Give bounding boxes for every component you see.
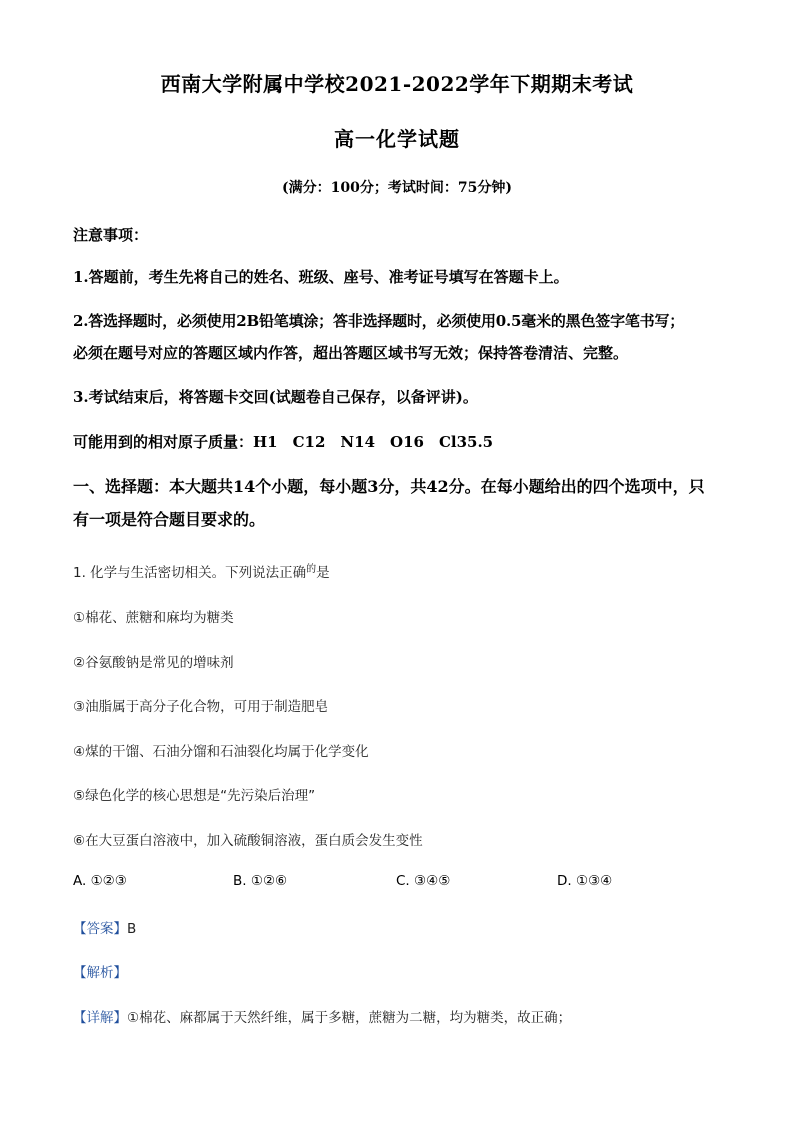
answer-line [73,917,136,937]
statement-1: ①棉花、蔗糖和麻均为糖类 [73,610,234,626]
notice-heading: 注意事项： [73,226,149,244]
question-1-stem-before: 1. 化学与生活密切相关。下列说法正确 [73,565,307,581]
analysis-tag: 【解析】 [73,965,127,981]
score-info: (满分：100分；考试时间：75分钟) [282,180,512,196]
exam-title: 西南大学附属中学校2021-2022学年下期期末考试 [160,72,634,96]
statement-6: ⑥在大豆蛋白溶液中，加入硫酸铜溶液，蛋白质会发生变性 [73,833,423,849]
notice-item-2-line-1: 2.答选择题时，必须使用2B铅笔填涂；答非选择题时，必须使用0.5毫米的黑色签字笔书写； [73,312,685,330]
detail-line [73,1006,571,1026]
detail-text: ①棉花、麻都属于天然纤维，属于多糖，蔗糖为二糖，均为糖类，故正确； [127,1010,572,1026]
answer-value: B [127,921,137,937]
option-b: B. ①②⑥ [233,873,288,889]
detail-tag: 【详解】 [73,1010,127,1026]
atomic-masses: 可能用到的相对原子质量：H1 C12 N14 O16 Cl35.5 [73,433,494,451]
exam-subtitle: 高一化学试题 [334,127,460,151]
analysis-line [73,961,127,981]
question-1-stem-de: 的 [306,564,317,575]
statement-4: ④煤的干馏、石油分馏和石油裂化均属于化学变化 [73,744,369,760]
notice-item-3: 3.考试结束后，将答题卡交回(试题卷自己保存，以备评讲)。 [73,388,478,406]
statement-5: ⑤绿色化学的核心思想是“先污染后治理” [73,788,316,804]
section-1-line-2: 有一项是符合题目要求的。 [73,510,266,529]
option-c: C. ③④⑤ [396,873,451,889]
notice-item-2-line-2: 必须在题号对应的答题区域内作答，超出答题区域书写无效；保持答卷清洁、完整。 [73,344,629,362]
option-d: D. ①③④ [557,873,613,889]
statement-3: ③油脂属于高分子化合物，可用于制造肥皂 [73,699,329,715]
notice-item-1: 1.答题前，考生先将自己的姓名、班级、座号、准考证号填写在答题卡上。 [73,268,569,286]
answer-tag: 【答案】 [73,921,127,937]
question-1-stem-after: 是 [316,565,330,581]
statement-2: ②谷氨酸钠是常见的增味剂 [73,655,234,671]
section-1-line-1: 一、选择题：本大题共14个小题，每小题3分，共42分。在每小题给出的四个选项中，只 [73,477,705,496]
question-1-stem [73,561,330,581]
option-a: A. ①②③ [73,873,127,889]
